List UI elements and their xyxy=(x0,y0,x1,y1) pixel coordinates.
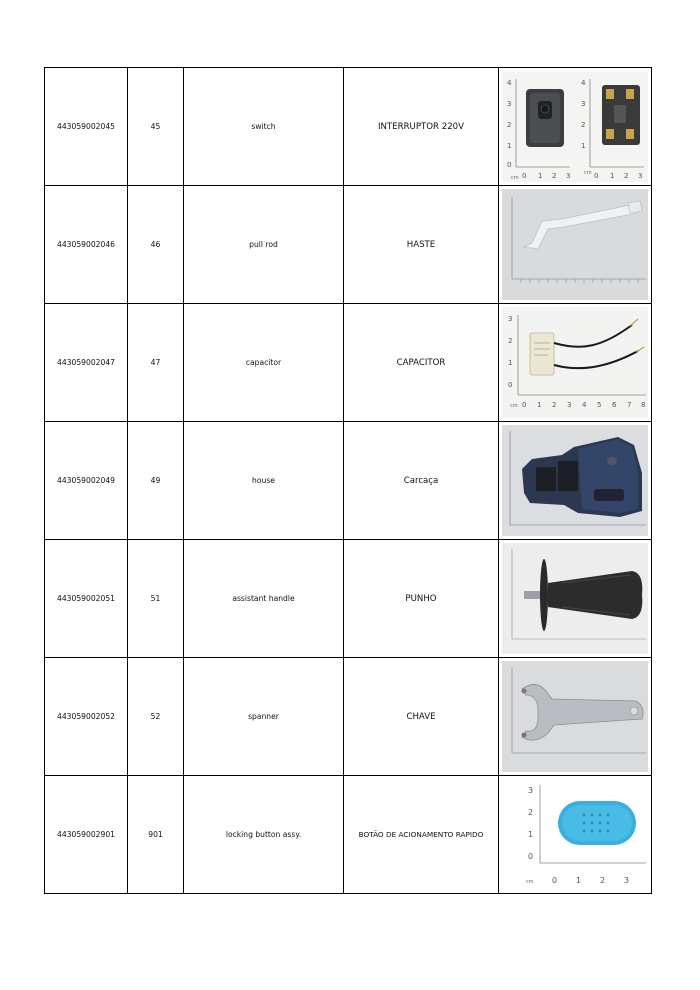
scale-unit: cm xyxy=(511,175,519,181)
scale-tick: 3 xyxy=(566,172,571,180)
description-en: house xyxy=(184,422,344,540)
spanner-icon xyxy=(502,661,648,772)
description-en: capacitor xyxy=(184,304,344,422)
description-pt: CHAVE xyxy=(344,658,499,776)
scale-unit: cm xyxy=(510,403,518,409)
scale-tick: 1 xyxy=(537,401,542,409)
part-number: 443059002051 xyxy=(45,540,128,658)
table-row xyxy=(45,658,652,776)
table-row xyxy=(45,540,652,658)
table-row xyxy=(45,186,652,304)
scale-tick: 5 xyxy=(597,401,602,409)
table-row xyxy=(45,68,652,186)
scale-unit: cm xyxy=(526,879,534,885)
description-pt: HASTE xyxy=(344,186,499,304)
description-en: assistant handle xyxy=(184,540,344,658)
scale-tick: 2 xyxy=(552,401,557,409)
scale-tick: 4 xyxy=(507,79,512,87)
part-photo-cell xyxy=(499,422,652,540)
table-row xyxy=(45,776,652,894)
scale-tick: 3 xyxy=(624,876,630,885)
part-number: 443059002049 xyxy=(45,422,128,540)
scale-tick: 3 xyxy=(581,100,586,108)
scale-tick: 2 xyxy=(581,121,586,129)
scale-tick: 3 xyxy=(567,401,572,409)
scale-tick: 4 xyxy=(582,401,587,409)
scale-tick: 8 xyxy=(641,401,646,409)
scale-tick: 1 xyxy=(576,876,582,885)
part-number: 443059002052 xyxy=(45,658,128,776)
scale-tick: 4 xyxy=(581,79,586,87)
locking-button-icon xyxy=(502,779,648,890)
scale-tick: 1 xyxy=(507,142,512,150)
scale-tick: 3 xyxy=(638,172,643,180)
scale-tick: 1 xyxy=(581,142,586,150)
description-pt: BOTÃO DE ACIONAMENTO RAPIDO xyxy=(344,776,499,894)
description-pt: PUNHO xyxy=(344,540,499,658)
part-number: 443059002047 xyxy=(45,304,128,422)
scale-tick: 2 xyxy=(528,808,534,817)
position-number: 51 xyxy=(128,540,184,658)
scale-tick: 6 xyxy=(612,401,617,409)
position-number: 46 xyxy=(128,186,184,304)
part-photo-cell xyxy=(499,540,652,658)
scale-tick: 0 xyxy=(522,172,527,180)
description-pt: Carcaça xyxy=(344,422,499,540)
pull-rod-icon xyxy=(502,189,648,300)
position-number: 45 xyxy=(128,68,184,186)
handle-icon xyxy=(502,543,648,654)
scale-tick: 0 xyxy=(508,381,513,389)
part-photo-cell xyxy=(499,186,652,304)
position-number: 49 xyxy=(128,422,184,540)
part-number: 443059002046 xyxy=(45,186,128,304)
scale-tick: 1 xyxy=(508,359,513,367)
scale-tick: 3 xyxy=(528,786,534,795)
description-pt: INTERRUPTOR 220V xyxy=(344,68,499,186)
description-en: locking button assy. xyxy=(184,776,344,894)
description-en: pull rod xyxy=(184,186,344,304)
scale-tick: 0 xyxy=(594,172,599,180)
scale-tick: 2 xyxy=(508,337,513,345)
parts-table xyxy=(44,67,652,894)
description-en: spanner xyxy=(184,658,344,776)
position-number: 901 xyxy=(128,776,184,894)
scale-tick: 3 xyxy=(508,315,513,323)
housing-icon xyxy=(502,425,648,536)
description-pt: CAPACITOR xyxy=(344,304,499,422)
scale-tick: 1 xyxy=(528,830,534,839)
table-row xyxy=(45,422,652,540)
scale-tick: 2 xyxy=(552,172,557,180)
part-photo-cell xyxy=(499,776,652,894)
scale-tick: 7 xyxy=(627,401,632,409)
scale-tick: 2 xyxy=(600,876,606,885)
scale-tick: 1 xyxy=(538,172,543,180)
part-number: 443059002901 xyxy=(45,776,128,894)
scale-tick: 0 xyxy=(522,401,527,409)
scale-unit: cm xyxy=(584,170,592,176)
position-number: 52 xyxy=(128,658,184,776)
part-number: 443059002045 xyxy=(45,68,128,186)
scale-tick: 3 xyxy=(507,100,512,108)
table-row xyxy=(45,304,652,422)
scale-tick: 2 xyxy=(507,121,512,129)
scale-tick: 2 xyxy=(624,172,629,180)
scale-tick: 0 xyxy=(552,876,558,885)
part-photo-cell xyxy=(499,658,652,776)
description-en: switch xyxy=(184,68,344,186)
position-number: 47 xyxy=(128,304,184,422)
part-photo-cell xyxy=(499,304,652,422)
scale-tick: 0 xyxy=(507,161,512,169)
scale-tick: 0 xyxy=(528,852,534,861)
part-photo-cell xyxy=(499,68,652,186)
capacitor-icon xyxy=(502,307,648,418)
switch-icon xyxy=(502,71,648,182)
scale-tick: 1 xyxy=(610,172,615,180)
